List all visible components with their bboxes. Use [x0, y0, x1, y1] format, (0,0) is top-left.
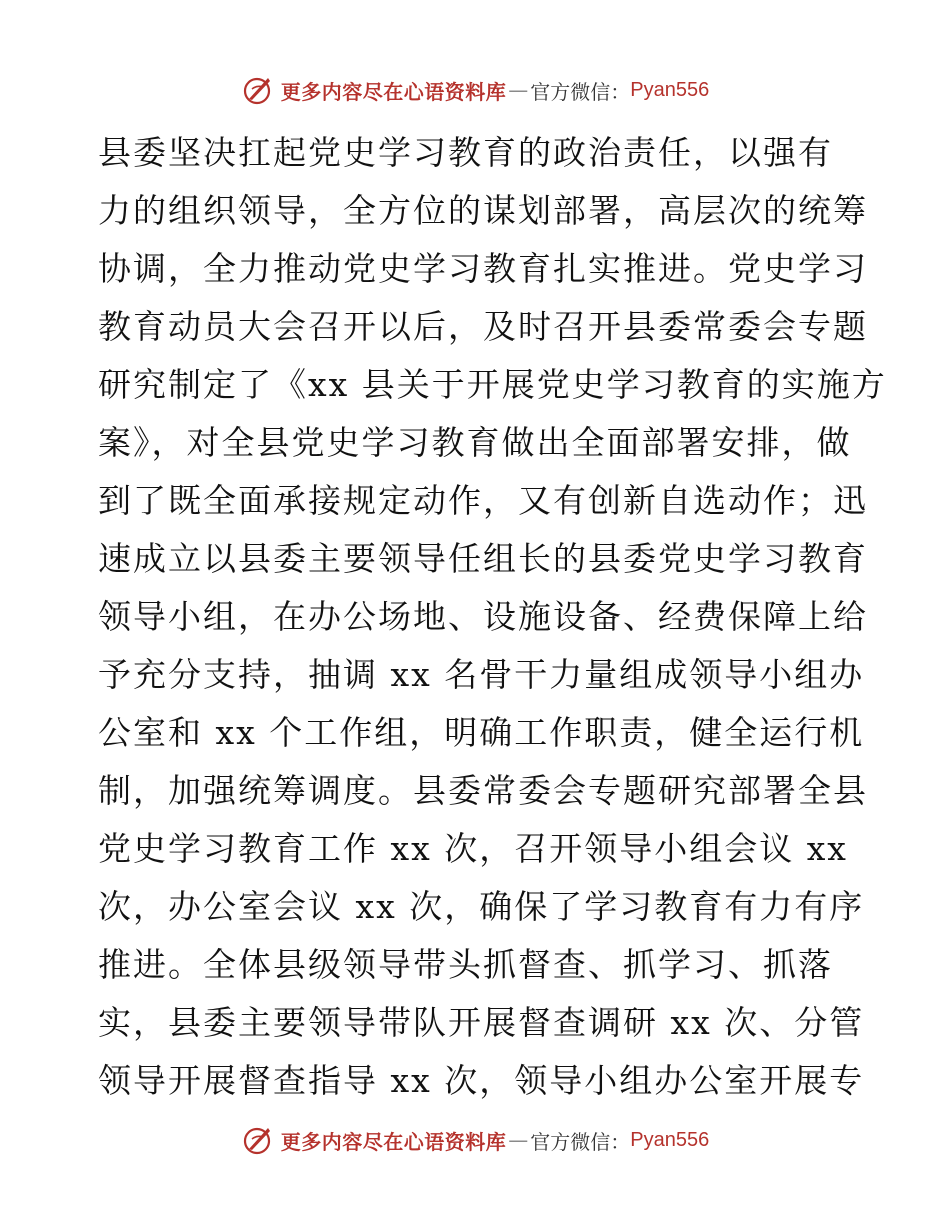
header-dash: —	[508, 78, 529, 102]
body-line: 制，加强统筹调度。县委常委会专题研究部署全县	[98, 771, 868, 810]
body-line: 党史学习教育工作 xx 次，召开领导小组会议 xx	[98, 829, 848, 868]
body-line: 协调，全力推动党史学习教育扎实推进。党史学习	[98, 249, 868, 288]
body-line: 予充分支持，抽调 xx 名骨干力量组成领导小组办	[98, 655, 865, 694]
body-line: 速成立以县委主要领导任组长的县委党史学习教育	[98, 539, 868, 578]
footer-brand-text: 更多内容尽在心语资料库	[280, 1129, 507, 1154]
body-line: 次，办公室会议 xx 次，确保了学习教育有力有序	[98, 887, 865, 926]
header-brand-text: 更多内容尽在心语资料库	[280, 79, 507, 104]
header-wechat-label: 官方微信：	[530, 79, 631, 104]
body-line: 县委坚决扛起党史学习教育的政治责任，以强有	[98, 133, 833, 172]
body-line: 公室和 xx 个工作组，明确工作职责，健全运行机	[98, 713, 865, 752]
quill-logo-icon	[241, 73, 275, 107]
header-watermark	[0, 70, 950, 110]
header-wechat-id: Pyan556	[630, 78, 710, 101]
body-line: 案》，对全县党史学习教育做出全面部署安排，做	[98, 423, 852, 462]
body-line: 力的组织领导，全方位的谋划部署，高层次的统筹	[98, 191, 868, 230]
body-line: 教育动员大会召开以后，及时召开县委常委会专题	[98, 307, 868, 346]
footer-dash: —	[508, 1128, 529, 1152]
quill-logo-icon	[241, 1123, 275, 1157]
body-line: 研究制定了《xx 县关于开展党史学习教育的实施方	[98, 365, 887, 404]
footer-wechat-label: 官方微信：	[530, 1129, 631, 1154]
footer-watermark	[0, 1120, 950, 1160]
body-line: 领导小组，在办公场地、设施设备、经费保障上给	[98, 597, 868, 636]
document-body	[98, 124, 887, 1110]
body-line: 实，县委主要领导带队开展督查调研 xx 次、分管	[98, 1003, 865, 1042]
body-line: 到了既全面承接规定动作，又有创新自选动作；迅	[98, 481, 868, 520]
body-line: 推进。全体县级领导带头抓督查、抓学习、抓落	[98, 945, 833, 984]
footer-wechat-id: Pyan556	[630, 1128, 710, 1151]
body-line: 领导开展督查指导 xx 次，领导小组办公室开展专	[98, 1061, 865, 1100]
